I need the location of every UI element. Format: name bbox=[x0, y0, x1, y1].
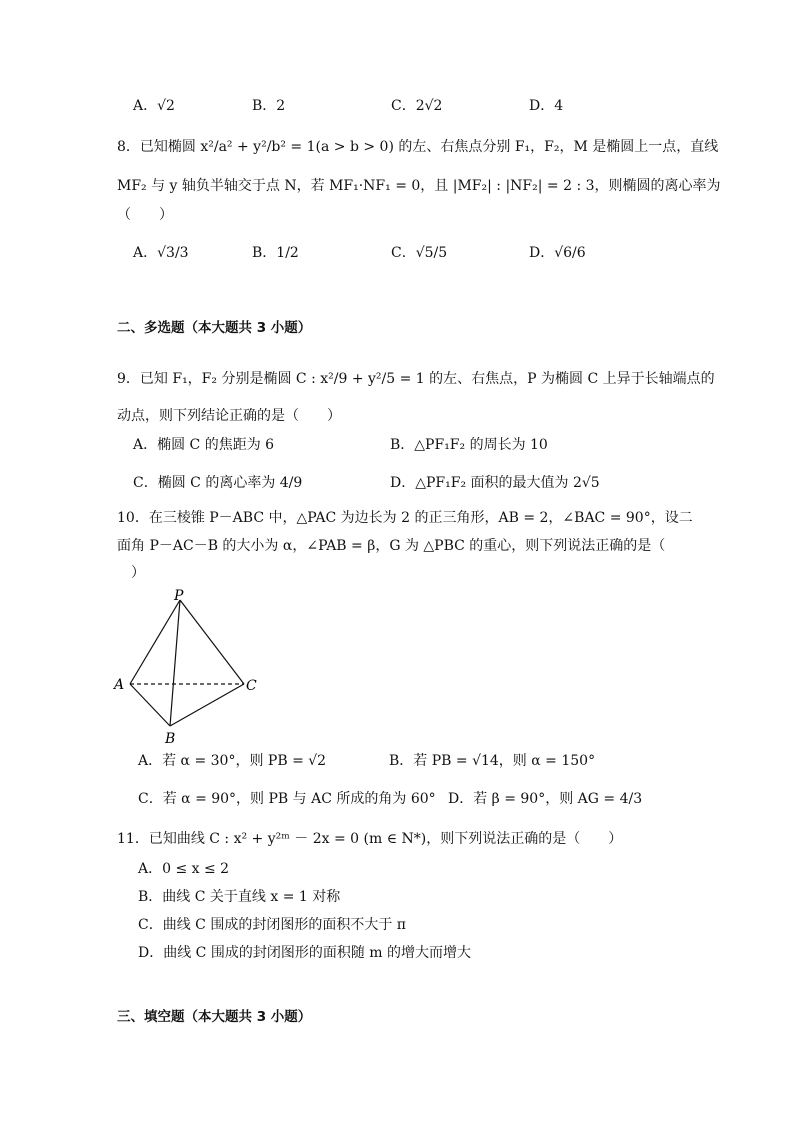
q8-line2: MF₂ 与 y 轴负半轴交于点 N，若 MF₁·NF₁ = 0，且 |MF₂| : |NF₂| = 2 : 3，则椭圆的离心率为 bbox=[117, 178, 721, 194]
q7-option-a: A．√2 bbox=[133, 98, 175, 114]
q9-line2: 动点，则下列结论正确的是（ ） bbox=[117, 408, 341, 424]
q10-line2: 面角 P－AC－B 的大小为 α，∠PAB = β，G 为 △PBC 的重心，则下列说法正确的是（ bbox=[117, 538, 666, 554]
q8-line1: 8．已知椭圆 x²/a² + y²/b² = 1(a > b > 0) 的左、右焦点分别 F₁，F₂，M 是椭圆上一点，直线 bbox=[117, 139, 719, 155]
vertex-label-b: B bbox=[165, 731, 176, 746]
vertex-label-a: A bbox=[114, 677, 125, 693]
q7-option-c: C．2√2 bbox=[391, 98, 443, 114]
q10-line3: ） bbox=[117, 565, 145, 581]
q9-option-a: A．椭圆 C 的焦距为 6 bbox=[133, 437, 275, 453]
q9-option-b: B．△PF₁F₂ 的周长为 10 bbox=[390, 437, 548, 453]
edge-pb bbox=[170, 600, 180, 726]
q10-option-b: B．若 PB = √14，则 α = 150° bbox=[389, 753, 596, 769]
q8-option-a: A．√3/3 bbox=[133, 245, 189, 261]
tetrahedron-figure bbox=[108, 586, 268, 746]
q11-option-b: B．曲线 C 关于直线 x = 1 对称 bbox=[138, 889, 341, 905]
q8-option-c: C．√5/5 bbox=[391, 245, 448, 261]
q7-option-d: D．4 bbox=[529, 98, 564, 114]
q9-option-c: C．椭圆 C 的离心率为 4/9 bbox=[133, 475, 303, 491]
q11-option-a: A．0 ≤ x ≤ 2 bbox=[138, 861, 230, 877]
vertex-label-c: C bbox=[246, 678, 257, 694]
edge-pc bbox=[180, 600, 244, 684]
vertex-label-p: P bbox=[174, 588, 184, 604]
q8-option-b: B．1/2 bbox=[252, 245, 299, 261]
edge-bc bbox=[170, 684, 244, 726]
edge-pa bbox=[130, 600, 180, 684]
edge-ab bbox=[130, 684, 170, 726]
q10-line1: 10．在三棱锥 P－ABC 中，△PAC 为边长为 2 的正三角形，AB = 2，∠BAC = 90°，设二 bbox=[117, 510, 693, 526]
q7-option-b: B．2 bbox=[252, 98, 286, 114]
q8-option-d: D．√6/6 bbox=[529, 245, 586, 261]
section-heading-fill-in: 三、填空题（本大题共 3 小题） bbox=[117, 1009, 312, 1025]
q10-option-d: D．若 β = 90°，则 AG = 4/3 bbox=[448, 791, 643, 807]
q11-line1: 11．已知曲线 C : x² + y²ᵐ － 2x = 0 (m ∈ N*)，则下列说法正确的是（ ） bbox=[117, 831, 623, 847]
q8-line3: （ ） bbox=[117, 207, 173, 223]
q10-option-a: A．若 α = 30°，则 PB = √2 bbox=[138, 753, 327, 769]
q11-option-d: D．曲线 C 围成的封闭图形的面积随 m 的增大而增大 bbox=[138, 945, 472, 961]
section-heading-multiple-choice: 二、多选题（本大题共 3 小题） bbox=[117, 320, 312, 336]
q9-line1: 9．已知 F₁，F₂ 分别是椭圆 C : x²/9 + y²/5 = 1 的左、右焦点，P 为椭圆 C 上异于长轴端点的 bbox=[117, 371, 715, 387]
q9-option-d: D．△PF₁F₂ 面积的最大值为 2√5 bbox=[390, 475, 600, 491]
q10-option-c: C．若 α = 90°，则 PB 与 AC 所成的角为 60° bbox=[138, 791, 436, 807]
q11-option-c: C．曲线 C 围成的封闭图形的面积不大于 π bbox=[138, 917, 406, 933]
